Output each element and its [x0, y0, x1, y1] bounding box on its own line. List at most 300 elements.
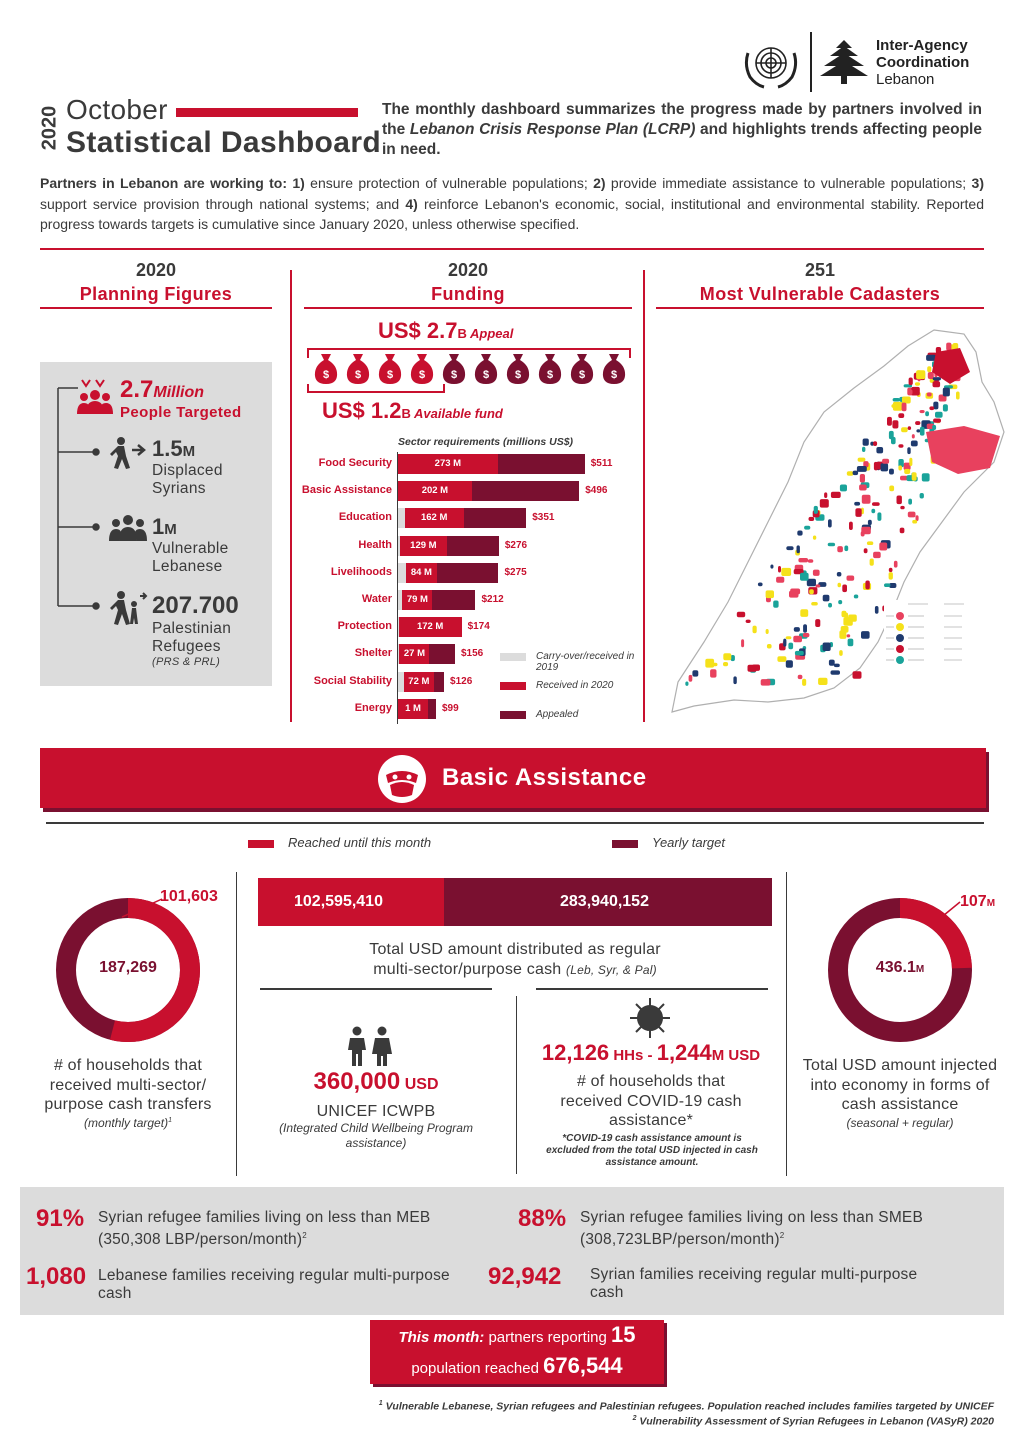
month-summary-reached-label: population reached	[411, 1360, 544, 1377]
sector-label: Shelter	[354, 647, 392, 660]
sector-label: Protection	[337, 620, 392, 633]
map-cadaster-patch	[863, 439, 869, 446]
covid-households-value: 12,126	[541, 1040, 610, 1065]
map-cadaster-patch	[897, 496, 902, 505]
map-cadaster-patch	[710, 669, 716, 677]
injected-reached-value: 107	[960, 893, 987, 910]
map-cadaster-patch	[889, 431, 894, 439]
intro-part1: The monthly dashboard summarizes the progress made by partners involved in the	[382, 101, 982, 138]
top-rule	[40, 248, 984, 250]
sector-label: Energy	[354, 701, 392, 714]
sector-bar-received: 84 M	[406, 563, 437, 583]
basic-assistance-icon	[376, 753, 428, 805]
map-cadaster-patch	[828, 519, 832, 527]
map-cadaster-patch	[908, 499, 912, 505]
lebanese-label-line2: Lebanese	[152, 558, 223, 575]
map-cadaster-patch	[767, 644, 772, 649]
map-cadaster-patch	[770, 565, 773, 569]
usd-reached-value: 102,595,410	[294, 893, 383, 910]
map-cadaster-patch	[864, 548, 868, 553]
map-cadaster-patch	[705, 659, 714, 668]
logo-line2: Coordination	[876, 54, 970, 71]
map-cadaster-patch	[766, 590, 774, 598]
footnote-1-sup: 1	[378, 1400, 383, 1407]
syrians-label-line1: Displaced	[152, 462, 223, 479]
map-cadaster-patch	[800, 573, 809, 581]
people-targeted-icon	[76, 378, 114, 416]
partners-lead: Partners in Lebanon are working to:	[40, 175, 293, 191]
map-cadaster-patch	[781, 568, 791, 576]
partners-n4: 4)	[405, 195, 418, 212]
kpi-separator-left	[236, 872, 237, 1176]
map-cadaster-patch	[893, 398, 900, 402]
funding-rule	[304, 307, 632, 309]
people-targeted-number: 2.7	[120, 376, 154, 403]
partners-n1: 1)	[292, 175, 305, 191]
map-cadaster-patch	[741, 639, 744, 647]
sector-appealed-value: $212	[481, 594, 504, 605]
map-cadaster-patch	[912, 434, 915, 438]
covid-households-unit: HHs	[609, 1047, 644, 1064]
map-cadaster-patch	[840, 485, 847, 492]
map-cadaster-patch	[837, 572, 842, 577]
legend-swatch-target	[612, 840, 638, 848]
map-cadaster-patch	[873, 552, 881, 558]
map-cadaster-patch	[909, 378, 913, 386]
sector-appealed-value: $496	[585, 485, 608, 497]
legend-received-label: Received in 2020	[536, 680, 614, 691]
partners-t4: reinforce Lebanon's economic, social, institutional and environmental stability. Reported progress towards targets is cumulative since January 2020, unless otherwise specified.	[40, 195, 984, 232]
planning-title: Planning Figures	[79, 284, 233, 304]
map-cadaster-patch	[854, 502, 860, 506]
funding-title: Funding	[431, 284, 505, 304]
map-cadaster-patch	[824, 492, 827, 498]
unicef-amount	[258, 1068, 494, 1096]
map-cadaster-patch	[907, 447, 910, 454]
sector-bar-received: 172 M	[399, 617, 462, 637]
households-sub-sup: 1	[168, 1117, 172, 1124]
kpi-rule-left	[260, 988, 492, 990]
logo-line3: Lebanon	[876, 71, 935, 88]
sector-bar-received: 1 M	[398, 699, 428, 719]
logo-line1: Inter-Agency	[876, 37, 968, 54]
map-cadaster-patch	[837, 546, 843, 552]
column-separator-2	[643, 270, 645, 722]
sector-appealed-value: $511	[590, 458, 613, 469]
appeal-unit: B	[457, 326, 467, 341]
stat-meb-sup: 2	[302, 1231, 307, 1240]
footnote-1	[260, 1398, 994, 1413]
sector-appealed-value: $275	[504, 566, 527, 578]
map-cadaster-patch	[746, 620, 751, 623]
sector-bar-received: 162 M	[405, 508, 464, 528]
sector-label: Water	[361, 593, 392, 605]
stat-lebanese-text: Lebanese families receiving regular multi-purpose cash	[98, 1267, 450, 1302]
map-cadaster-patch	[870, 559, 874, 566]
partners-n3: 3)	[971, 175, 984, 191]
map-cadaster-patch	[920, 410, 925, 413]
map-cadaster-patch	[818, 678, 827, 685]
month-label: October	[66, 94, 168, 125]
sector-appealed-value: $156	[461, 648, 484, 660]
map-cadaster-patch	[813, 570, 820, 576]
money-bag-icon	[408, 352, 436, 386]
map-cadaster-patch	[813, 536, 816, 540]
map-cadaster-patch	[915, 382, 920, 385]
map-cadaster-patch	[922, 473, 930, 481]
appeal-amount: US$ 2.7	[378, 318, 458, 343]
sector-label: Education	[338, 511, 392, 524]
palestinians-number: 207.700	[152, 592, 239, 619]
logo-text	[876, 37, 969, 88]
footnote-1-text: Vulnerable Lebanese, Syrian refugees and Palestinian refugees. Population reached includes families targeted by UNICEF	[382, 1400, 994, 1413]
sector-bar-received: 27 M	[399, 644, 429, 664]
map-cadaster-patch	[891, 404, 900, 408]
map-cadaster-patch	[933, 419, 941, 423]
sector-appealed-value: $126	[450, 675, 473, 687]
sector-appealed-value: $99	[442, 702, 459, 714]
stat-meb-label: Syrian refugee families living on less than MEB (350,308 LBP/person/month)	[98, 1209, 431, 1249]
map-cadaster-patch	[862, 447, 865, 452]
map-cadaster-patch	[882, 459, 889, 464]
map-cadaster-patch	[871, 509, 875, 514]
lebanese-unit: M	[164, 521, 177, 538]
map-cadaster-patch	[853, 471, 859, 476]
map-cadaster-patch	[838, 600, 842, 604]
map-cadaster-patch	[753, 626, 757, 634]
map-cadaster-patch	[868, 520, 872, 525]
map-cadaster-patch	[872, 502, 880, 506]
map-cadaster-patch	[823, 643, 831, 652]
legend-appealed-label: Appealed	[536, 709, 579, 720]
map-cadaster-patch	[908, 426, 912, 430]
map-cadaster-patch	[884, 583, 890, 587]
partners-t1: ensure protection of vulnerable populations;	[304, 175, 594, 191]
map-cadaster-patch	[889, 469, 894, 475]
map-cadaster-patch	[829, 660, 835, 666]
map-cadaster-patch	[925, 411, 929, 416]
map-cadaster-patch	[912, 472, 917, 480]
map-cadaster-patch	[859, 485, 867, 491]
sector-bar-received: 202 M	[398, 481, 472, 501]
map-cadaster-patch	[820, 499, 829, 508]
map-cadaster-patch	[723, 653, 731, 660]
map-cadaster-patch	[752, 665, 760, 671]
stat-smeb-label: Syrian refugee families living on less than SMEB (308,723LBP/person/month)	[580, 1209, 924, 1249]
intro-part2: and highlights trends affecting people in need.	[382, 121, 982, 158]
map-cadaster-patch	[803, 624, 807, 632]
money-bag-icon	[504, 352, 532, 386]
households-target-value: 187,269	[99, 959, 157, 976]
displaced-person-icon	[108, 436, 148, 470]
map-cadaster-patch	[828, 543, 835, 547]
map-cadaster-patch	[761, 679, 771, 686]
legend-target-label: Yearly target	[652, 835, 725, 850]
map-cadaster-patch	[844, 546, 848, 552]
map-cadaster-patch	[786, 636, 792, 639]
map-cadaster-patch	[889, 568, 893, 572]
map-cadaster-patch	[847, 471, 854, 475]
map-cadaster-patch	[853, 671, 862, 679]
map-cadaster-patch	[766, 629, 769, 634]
map-cadaster-patch	[804, 526, 810, 530]
map-cadaster-patch	[758, 583, 763, 587]
map-cadaster-patch	[783, 639, 786, 647]
map-cadaster-patch	[797, 545, 800, 553]
sector-bar-received: 129 M	[400, 536, 447, 556]
map-cadaster-patch	[823, 595, 830, 602]
map-cadaster-patch	[855, 508, 861, 517]
dashboard-title: Statistical Dashboard	[66, 126, 382, 159]
map-cadaster-patch	[909, 458, 912, 466]
map-cadaster-patch	[723, 662, 728, 666]
map-cadaster-patch	[904, 469, 910, 474]
cadasters-map[interactable]	[664, 322, 1008, 722]
sector-bar-received: 72 M	[404, 672, 434, 692]
month-summary-partners-value: 15	[611, 1322, 636, 1347]
sector-bar-received: 273 M	[398, 454, 498, 474]
available-fund	[322, 398, 503, 424]
map-cadaster-patch	[900, 528, 905, 534]
usd-label-sub: (Leb, Syr, & Pal)	[566, 963, 657, 977]
households-sublabel	[30, 1116, 226, 1130]
map-cadaster-patch	[795, 651, 804, 656]
palestinians-label-line2: Refugees	[152, 638, 221, 655]
map-cadaster-patch	[737, 612, 745, 618]
map-cadaster-patch	[873, 441, 877, 446]
cedar-tree-icon	[818, 38, 870, 86]
usd-target-value: 283,940,152	[560, 893, 649, 910]
map-cadaster-patch	[733, 676, 736, 684]
map-cadaster-patch	[842, 585, 847, 593]
partners-t3: support service provision through national systems; and	[40, 195, 406, 212]
money-bag-icon	[312, 352, 340, 386]
map-cadaster-patch	[943, 404, 948, 411]
syrians-label-line2: Syrians	[152, 480, 206, 497]
map-legend	[884, 600, 974, 670]
map-cadaster-patch	[803, 633, 810, 637]
svg-text:$: $	[354, 369, 362, 381]
lebanese-label-line1: Vulnerable	[152, 540, 229, 557]
cadasters-rule	[656, 307, 984, 309]
map-cadaster-patch	[849, 522, 853, 530]
map-cadaster-patch	[920, 427, 925, 436]
stat-syrian-text: Syrian families receiving regular multi-purpose cash	[590, 1266, 918, 1301]
map-cadaster-patch	[831, 492, 841, 498]
map-cadaster-patch	[912, 520, 917, 524]
map-cadaster-patch	[793, 636, 802, 642]
map-cadaster-patch	[927, 366, 931, 372]
injected-reached	[960, 893, 995, 911]
map-cadaster-patch	[881, 463, 889, 471]
year-vertical-svg	[38, 96, 62, 160]
map-cadaster-patch	[927, 392, 932, 396]
map-cadaster-patch	[862, 495, 871, 504]
unicef-sublabel: (Integrated Child Wellbeing Program assistance)	[279, 1121, 473, 1150]
map-cadaster-patch	[900, 506, 904, 509]
map-cadaster-patch	[894, 561, 898, 568]
map-cadaster-patch	[788, 643, 793, 650]
map-cadaster-patch	[692, 670, 698, 676]
syrians-number: 1.5	[152, 436, 183, 461]
money-bag-icon	[536, 352, 564, 386]
unicef-label: UNICEF ICWPB	[316, 1103, 436, 1120]
money-bag-icon	[568, 352, 596, 386]
stat-smeb-text	[580, 1209, 980, 1249]
injected-target-unit: M	[915, 964, 925, 975]
planning-item-lebanese	[152, 514, 229, 576]
cadasters-header	[656, 258, 984, 306]
footnote-2-sup: 2	[632, 1414, 637, 1422]
injected-reached-unit: M	[986, 898, 996, 909]
month-summary-partners-label: partners reporting	[484, 1329, 612, 1346]
map-cadaster-patch	[933, 377, 941, 380]
sector-appealed-value: $174	[467, 621, 490, 633]
sector-label: Livelihoods	[330, 565, 392, 578]
month-summary-line2	[370, 1353, 664, 1379]
map-cadaster-patch	[828, 603, 832, 608]
funding-header	[304, 258, 632, 306]
money-bag-icon	[600, 352, 628, 386]
sector-label: Food Security	[318, 457, 392, 469]
map-cadaster-patch	[814, 506, 818, 514]
map-cadaster-patch	[843, 617, 852, 626]
svg-text:$: $	[482, 369, 490, 381]
map-cadaster-patch	[933, 381, 941, 387]
palestinians-label-line3: (PRS & PRL)	[152, 656, 221, 668]
map-cadaster-patch	[847, 576, 855, 581]
households-reached-value: 101,603	[160, 888, 218, 905]
money-bag-icon	[472, 352, 500, 386]
syrians-unit: M	[182, 443, 196, 460]
money-bag-icon	[440, 352, 468, 386]
planning-year: 2020	[135, 260, 177, 280]
map-cadaster-patch	[809, 589, 814, 594]
map-cadaster-patch	[916, 429, 920, 432]
map-cadaster-patch	[887, 417, 892, 426]
covid-usd-unit: M USD	[711, 1047, 761, 1064]
map-cadaster-patch	[790, 589, 800, 595]
map-cadaster-patch	[848, 639, 854, 647]
map-cadaster-patch	[811, 602, 818, 606]
covid-usd-value: 1,244	[656, 1040, 712, 1065]
map-cadaster-patch	[786, 546, 793, 550]
kpi-separator-right	[786, 872, 787, 1176]
map-cadaster-patch	[916, 370, 925, 379]
map-cadaster-patch	[685, 682, 688, 686]
svg-text:$: $	[450, 369, 458, 381]
appeal-total	[378, 318, 513, 344]
footnote-2-text: Vulnerability Assessment of Syrian Refugees in Lebanon (VASyR) 2020	[636, 1415, 994, 1427]
map-cadaster-patch	[946, 343, 951, 351]
map-cadaster-patch	[879, 543, 887, 551]
people-targeted	[120, 376, 242, 421]
map-cadaster-patch	[797, 531, 802, 536]
map-cadaster-patch	[877, 512, 881, 521]
injected-sublabel: (seasonal + regular)	[846, 1116, 954, 1130]
map-cadaster-patch	[786, 660, 793, 668]
available-label: Available fund	[410, 406, 503, 421]
map-cadaster-patch	[802, 679, 806, 686]
svg-text:$: $	[610, 369, 618, 381]
sector-appealed-value: $351	[532, 512, 555, 524]
map-cadaster-patch	[911, 387, 920, 396]
stat-syrian-number: 92,942	[488, 1263, 562, 1290]
map-cadaster-patch	[944, 390, 949, 393]
basic-assistance-rule	[46, 822, 984, 824]
people-targeted-unit: Million	[153, 384, 205, 401]
map-cadaster-patch	[816, 584, 821, 587]
legend-carryover-label: Carry-over/received in 2019	[536, 651, 635, 673]
map-cadaster-patch	[860, 474, 865, 483]
money-bags-row	[312, 352, 632, 388]
partners-n2: 2)	[593, 175, 606, 191]
funding-year: 2020	[447, 260, 489, 280]
map-cadaster-patch	[935, 412, 943, 418]
legend-swatch-reached	[248, 840, 274, 848]
map-cadaster-patch	[839, 650, 843, 656]
map-cadaster-patch	[808, 559, 814, 563]
planning-header	[40, 258, 272, 306]
usd-label-line1: Total USD amount distributed as regular	[369, 941, 661, 958]
sector-label: Health	[358, 538, 392, 551]
unicef-amount-value: 360,000	[313, 1068, 401, 1095]
injected-label: Total USD amount injected into economy in forms of cash assistance	[802, 1057, 998, 1113]
map-cadaster-patch	[915, 421, 920, 425]
svg-text:$: $	[514, 369, 522, 381]
sector-chart-title: Sector requirements (millions US$)	[398, 436, 574, 448]
map-cadaster-patch	[875, 606, 879, 614]
map-cadaster-patch	[798, 675, 803, 679]
map-cadaster-patch	[920, 493, 924, 499]
footnote-2	[260, 1413, 994, 1428]
map-cadaster-patch	[689, 675, 693, 682]
map-cadaster-patch	[776, 577, 784, 583]
planning-item-syrians	[152, 436, 223, 498]
stat-lebanese-number: 1,080	[26, 1263, 87, 1290]
svg-text:$: $	[418, 369, 426, 381]
legend-swatch-carryover	[500, 653, 526, 661]
sector-bar-received: 79 M	[402, 590, 432, 610]
map-cadaster-patch	[932, 425, 936, 430]
stat-smeb-number: 88%	[518, 1205, 567, 1232]
partners-text	[40, 173, 984, 235]
map-cadaster-patch	[777, 656, 786, 662]
children-icon	[344, 1026, 396, 1066]
vulnerable-lebanese-group-icon	[108, 514, 148, 542]
map-cadaster-patch	[892, 420, 898, 428]
stat-smeb-sup: 2	[779, 1231, 785, 1240]
stat-meb-number: 91%	[36, 1205, 85, 1232]
svg-text:$: $	[578, 369, 586, 381]
cadasters-year: 251	[804, 260, 836, 280]
map-cadaster-patch	[889, 572, 893, 580]
map-cadaster-patch	[858, 458, 866, 462]
legend-swatch-received	[500, 682, 526, 690]
un-emblem-icon	[740, 35, 802, 91]
map-cadaster-patch	[865, 581, 869, 590]
sector-bar-carryover	[398, 563, 406, 583]
money-bag-icon	[376, 352, 404, 386]
available-amount: US$ 1.2	[322, 398, 402, 423]
map-cadaster-patch	[909, 389, 913, 395]
map-cadaster-patch	[867, 541, 873, 545]
month-summary-this-month: This month:	[398, 1329, 485, 1346]
map-cadaster-patch	[901, 427, 908, 432]
map-cadaster-patch	[857, 466, 867, 472]
households-label: # of households that received multi-sector/ purpose cash transfers	[44, 1057, 212, 1113]
map-cadaster-patch	[956, 392, 960, 400]
